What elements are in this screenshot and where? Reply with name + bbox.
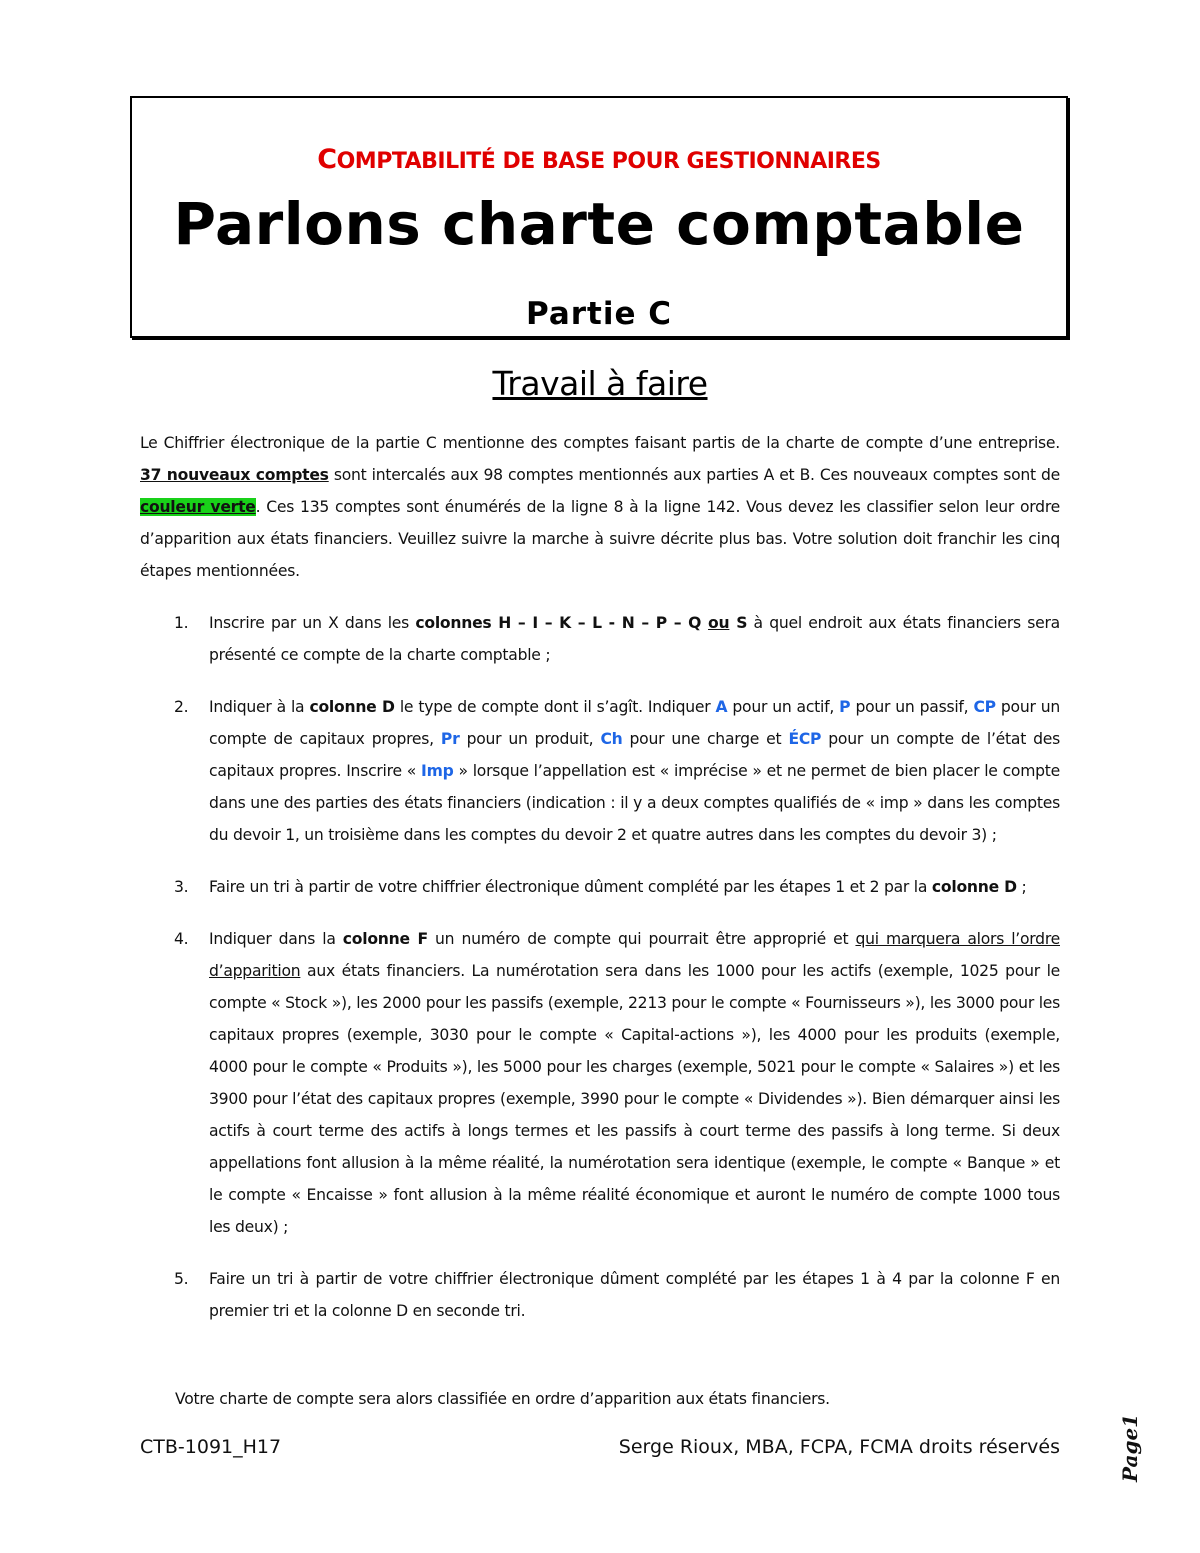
step-item: 1. Inscrire par un X dans les colonnes H – I – K – L - N – P – Q ou S à quel endroit aux états financiers sera présenté ce compte de la charte comptable ; [140,607,1060,671]
step-number: 4. [174,930,189,948]
page-number: Page1 [1118,1413,1142,1482]
step-number: 3. [174,878,189,896]
step-number: 1. [174,614,189,632]
title-box [130,96,1068,338]
step-item: 3. Faire un tri à partir de votre chiffrier électronique dûment complété par les étapes 1 et 2 par la colonne D ; [140,871,1060,903]
step-item: 5. Faire un tri à partir de votre chiffrier électronique dûment complété par les étapes 1 à 4 par la colonne F en premier tri et la colonne D en seconde tri. [140,1263,1060,1327]
course-title: COMPTABILITÉ DE BASE POUR GESTIONNAIRES [317,144,881,175]
step-item: 2. Indiquer à la colonne D le type de compte dont il s’agît. Indiquer A pour un actif, P pour un passif, CP pour un compte de capitaux propres, Pr pour un produit, Ch pour une charge et ÉCP pour un compte de l’état des capitaux propres. Inscrire « Imp » lorsque l’appellation est « imprécise » et ne permet de bien placer le compte dans une des parties des états financiers (indication : il y a deux comptes qualifiés de « imp » dans les comptes du devoir 1, un troisième dans les comptes du devoir 2 et quatre autres dans les comptes du devoir 3) ; [140,691,1060,851]
new-accounts-emphasis: 37 nouveaux comptes [140,466,329,484]
step-number: 5. [174,1270,189,1288]
conclusion-text: Votre charte de compte sera alors classifiée en ordre d’apparition aux états financiers. [175,1390,830,1408]
document-title: Parlons charte comptable [173,190,1025,258]
intro-paragraph: Le Chiffrier électronique de la partie C mentionne des comptes faisant partis de la charte de compte d’une entreprise. 37 nouveaux comptes sont intercalés aux 98 comptes mentionnés aux parties A et B. Ces nouveaux comptes sont de couleur verte. Ces 135 comptes sont énumérés de la ligne 8 à la ligne 142. Vous devez les classifier selon leur ordre d’apparition aux états financiers. Veuillez suivre la marche à suivre décrite plus bas. Votre solution doit franchir les cinq étapes mentionnées. [140,434,1061,580]
steps-list [140,607,1060,1347]
section-heading: Travail à faire [492,364,708,403]
part-label: Partie C [525,296,673,332]
step-item: 4. Indiquer dans la colonne F un numéro de compte qui pourrait être approprié et qui marquera alors l’ordre d’apparition aux états financiers. La numérotation sera dans les 1000 pour les actifs (exemple, 1025 pour le compte « Stock »), les 2000 pour les passifs (exemple, 2213 pour le compte « Fournisseurs »), les 3000 pour les capitaux propres (exemple, 3030 pour le compte « Capital-actions »), les 4000 pour les produits (exemple, 4000 pour le compte « Produits »), les 5000 pour les charges (exemple, 5021 pour le compte « Salaires ») et les 3900 pour l’état des capitaux propres (exemple, 3990 pour le compte « Dividendes »). Bien démarquer ainsi les actifs à court terme des actifs à longs termes et les passifs à court terme des passifs à long terme. Si deux appellations font allusion à la même réalité, la numérotation sera identique (exemple, le compte « Banque » et le compte « Encaisse » font allusion à la même réalité économique et auront le numéro de compte 1000 tous les deux) ; [140,923,1060,1243]
green-color-label: couleur verte [140,498,256,516]
footer-course-code: CTB-1091_H17 [140,1436,282,1458]
footer-copyright: Serge Rioux, MBA, FCPA, FCMA droits réservés [618,1436,1060,1458]
step-number: 2. [174,698,189,716]
